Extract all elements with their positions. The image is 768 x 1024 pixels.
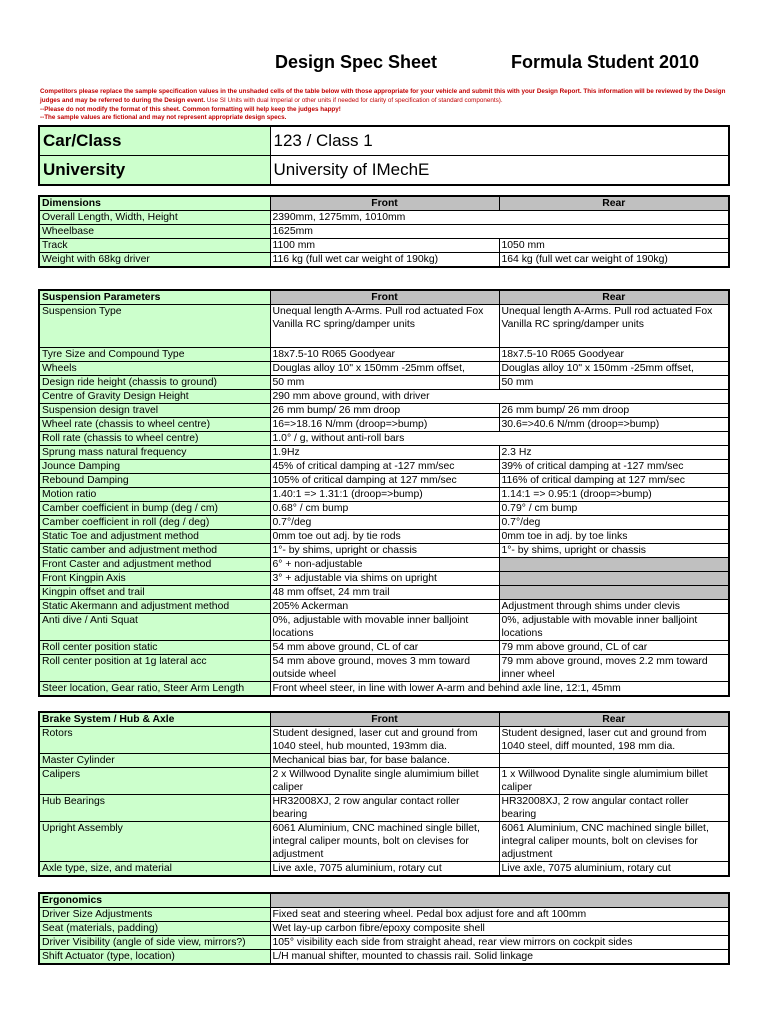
brakes-row-rear[interactable]: Student designed, laser cut and ground from 1040 steel, diff mounted, 198 mm dia.: [499, 727, 729, 754]
suspension-row: [39, 586, 729, 600]
suspension-row-rear[interactable]: 39% of critical damping at -127 mm/sec: [499, 460, 729, 474]
brakes-row: [39, 727, 729, 754]
notice-line-2: --Please do not modify the format of this sheet. Common formatting will help keep the judges happy!: [40, 106, 341, 113]
suspension-row: [39, 488, 729, 502]
brakes-row-front[interactable]: Live axle, 7075 aluminium, rotary cut: [270, 862, 499, 877]
suspension-row: [39, 558, 729, 572]
suspension-row-rear[interactable]: 1°- by shims, upright or chassis: [499, 544, 729, 558]
suspension-row-value[interactable]: 290 mm above ground, with driver: [270, 390, 729, 404]
suspension-row-rear[interactable]: 18x7.5-10 R065 Goodyear: [499, 348, 729, 362]
brakes-row-label: Upright Assembly: [39, 822, 270, 862]
suspension-row-label: Front Caster and adjustment method: [39, 558, 270, 572]
brakes-row: [39, 862, 729, 877]
dimensions-row-rear[interactable]: 164 kg (full wet car weight of 190kg): [499, 253, 729, 268]
brakes-row-rear[interactable]: Live axle, 7075 aluminium, rotary cut: [499, 862, 729, 877]
dimensions-table: [38, 195, 730, 268]
notice-line-1: Competitors please replace the sample specification values in the unshaded cells of the table below with those appropriate for your vehicle and submit this with your Design Report. This information will be reviewed by the Design judges and may be referred to during the Design event.: [40, 88, 726, 104]
brakes-row: [39, 768, 729, 795]
suspension-row-front[interactable]: 3° + adjustable via shims on upright: [270, 572, 499, 586]
suspension-row-label: Wheels: [39, 362, 270, 376]
suspension-row-front[interactable]: 0.7°/deg: [270, 516, 499, 530]
suspension-row-front[interactable]: 6° + non-adjustable: [270, 558, 499, 572]
suspension-row-label: Front Kingpin Axis: [39, 572, 270, 586]
suspension-row: [39, 376, 729, 390]
suspension-row-label: Centre of Gravity Design Height: [39, 390, 270, 404]
dimensions-row-front[interactable]: 116 kg (full wet car weight of 190kg): [270, 253, 499, 268]
suspension-row-front[interactable]: 205% Ackerman: [270, 600, 499, 614]
brakes-heading: Brake System / Hub & Axle: [39, 712, 270, 727]
university-value[interactable]: University of IMechE: [270, 156, 729, 186]
suspension-row-rear[interactable]: 1.14:1 => 0.95:1 (droop=>bump): [499, 488, 729, 502]
ergonomics-row-value[interactable]: 105° visibility each side from straight ahead, rear view mirrors on cockpit sides: [270, 936, 729, 950]
brakes-row-label: Master Cylinder: [39, 754, 270, 768]
brakes-row-front[interactable]: HR32008XJ, 2 row angular contact roller bearing: [270, 795, 499, 822]
suspension-rear-header: Rear: [499, 290, 729, 305]
notice-line-3: --The sample values are fictional and may not represent appropriate design specs.: [40, 114, 287, 121]
suspension-row: [39, 530, 729, 544]
suspension-row: [39, 655, 729, 682]
suspension-row-value[interactable]: 1.0° / g, without anti-roll bars: [270, 432, 729, 446]
dimensions-rear-header: Rear: [499, 196, 729, 211]
brakes-row-label: Axle type, size, and material: [39, 862, 270, 877]
suspension-row: [39, 600, 729, 614]
suspension-row: [39, 390, 729, 404]
suspension-row-label: Design ride height (chassis to ground): [39, 376, 270, 390]
dimensions-front-header: Front: [270, 196, 499, 211]
suspension-row-front[interactable]: 50 mm: [270, 376, 499, 390]
brakes-row: [39, 795, 729, 822]
brakes-row-front[interactable]: Mechanical bias bar, for base balance.: [270, 754, 499, 768]
suspension-row-front[interactable]: 105% of critical damping at 127 mm/sec: [270, 474, 499, 488]
suspension-row-front[interactable]: 18x7.5-10 R065 Goodyear: [270, 348, 499, 362]
suspension-row: [39, 544, 729, 558]
dimensions-row: [39, 239, 729, 253]
ergonomics-row-label: Shift Actuator (type, location): [39, 950, 270, 965]
notice-text: [40, 87, 730, 105]
ergonomics-heading: Ergonomics: [39, 893, 270, 908]
ergonomics-row-value[interactable]: Fixed seat and steering wheel. Pedal box adjust fore and aft 100mm: [270, 908, 729, 922]
suspension-row-front[interactable]: Douglas alloy 10" x 150mm -25mm offset,: [270, 362, 499, 376]
suspension-row-label: Camber coefficient in bump (deg / cm): [39, 502, 270, 516]
brakes-row: [39, 754, 729, 768]
suspension-row-front[interactable]: 1°- by shims, upright or chassis: [270, 544, 499, 558]
suspension-row-label: Suspension design travel: [39, 404, 270, 418]
suspension-row-label: Sprung mass natural frequency: [39, 446, 270, 460]
suspension-row-rear[interactable]: 2.3 Hz: [499, 446, 729, 460]
car-info-table: [38, 125, 730, 186]
brakes-row-rear[interactable]: 6061 Aluminium, CNC machined single billet, integral caliper mounts, bolt on clevises for adjustment: [499, 822, 729, 862]
dimensions-row: [39, 253, 729, 268]
dimensions-row: [39, 225, 729, 239]
ergonomics-header-fill: [270, 893, 729, 908]
suspension-row-rear: [499, 572, 729, 586]
suspension-row-front[interactable]: 0%, adjustable with movable inner balljoint locations: [270, 614, 499, 641]
suspension-row-front[interactable]: 0.68° / cm bump: [270, 502, 499, 516]
dimensions-row-label: Weight with 68kg driver: [39, 253, 270, 268]
suspension-heading: Suspension Parameters: [39, 290, 270, 305]
suspension-row: [39, 460, 729, 474]
event-title: Formula Student 2010: [511, 52, 700, 72]
brakes-row: [39, 822, 729, 862]
sheet-title: Design Spec Sheet: [275, 52, 438, 72]
brakes-row-rear[interactable]: HR32008XJ, 2 row angular contact roller bearing: [499, 795, 729, 822]
suspension-row-rear[interactable]: Douglas alloy 10" x 150mm -25mm offset,: [499, 362, 729, 376]
suspension-row-label: Roll center position at 1g lateral acc: [39, 655, 270, 682]
suspension-front-header: Front: [270, 290, 499, 305]
suspension-row: [39, 418, 729, 432]
car-class-label: Car/Class: [39, 126, 270, 156]
ergonomics-row-value[interactable]: L/H manual shifter, mounted to chassis rail. Solid linkage: [270, 950, 729, 965]
suspension-row-rear[interactable]: 79 mm above ground, moves 2.2 mm toward inner wheel: [499, 655, 729, 682]
suspension-row-front[interactable]: 54 mm above ground, moves 3 mm toward outside wheel: [270, 655, 499, 682]
suspension-row: [39, 404, 729, 418]
suspension-row-label: Kingpin offset and trail: [39, 586, 270, 600]
dimensions-row-label: Overall Length, Width, Height: [39, 211, 270, 225]
brakes-rear-header: Rear: [499, 712, 729, 727]
suspension-row-front[interactable]: Unequal length A-Arms. Pull rod actuated Fox Vanilla RC spring/damper units: [270, 305, 499, 348]
brakes-row-label: Calipers: [39, 768, 270, 795]
suspension-row: [39, 502, 729, 516]
suspension-row-rear[interactable]: 0mm toe in adj. by toe links: [499, 530, 729, 544]
dimensions-row-value[interactable]: 2390mm, 1275mm, 1010mm: [270, 211, 729, 225]
notice-line-1b: Use SI Units with dual Imperial or other units if needed for clarity of specification of standard components).: [206, 97, 503, 104]
suspension-row: [39, 305, 729, 348]
brakes-row-label: Hub Bearings: [39, 795, 270, 822]
suspension-row-label: Roll rate (chassis to wheel centre): [39, 432, 270, 446]
suspension-row: [39, 516, 729, 530]
suspension-row-rear[interactable]: 116% of critical damping at 127 mm/sec: [499, 474, 729, 488]
brakes-row-front[interactable]: Student designed, laser cut and ground from 1040 steel, hub mounted, 193mm dia.: [270, 727, 499, 754]
suspension-row-front[interactable]: 45% of critical damping at -127 mm/sec: [270, 460, 499, 474]
suspension-table: [38, 289, 730, 697]
suspension-row: [39, 446, 729, 460]
suspension-row-label: Steer location, Gear ratio, Steer Arm Length: [39, 682, 270, 697]
suspension-row-front[interactable]: 0mm toe out adj. by tie rods: [270, 530, 499, 544]
dimensions-row-label: Wheelbase: [39, 225, 270, 239]
suspension-row: [39, 362, 729, 376]
suspension-row-front[interactable]: 1.9Hz: [270, 446, 499, 460]
dimensions-heading: Dimensions: [39, 196, 270, 211]
suspension-row-rear[interactable]: 50 mm: [499, 376, 729, 390]
suspension-row: [39, 614, 729, 641]
suspension-row: [39, 572, 729, 586]
suspension-row-label: Roll center position static: [39, 641, 270, 655]
suspension-row-label: Static Toe and adjustment method: [39, 530, 270, 544]
dimensions-row-value[interactable]: 1625mm: [270, 225, 729, 239]
suspension-row-label: Camber coefficient in roll (deg / deg): [39, 516, 270, 530]
suspension-row-front[interactable]: 26 mm bump/ 26 mm droop: [270, 404, 499, 418]
suspension-row-label: Jounce Damping: [39, 460, 270, 474]
suspension-row-front[interactable]: 54 mm above ground, CL of car: [270, 641, 499, 655]
suspension-row: [39, 348, 729, 362]
suspension-row-label: Rebound Damping: [39, 474, 270, 488]
suspension-row-rear[interactable]: 30.6=>40.6 N/mm (droop=>bump): [499, 418, 729, 432]
suspension-row: [39, 641, 729, 655]
suspension-row-front[interactable]: 48 mm offset, 24 mm trail: [270, 586, 499, 600]
dimensions-row-front[interactable]: 1100 mm: [270, 239, 499, 253]
ergonomics-row-label: Driver Size Adjustments: [39, 908, 270, 922]
suspension-row-front[interactable]: 1.40:1 => 1.31:1 (droop=>bump): [270, 488, 499, 502]
suspension-row-rear[interactable]: Unequal length A-Arms. Pull rod actuated Fox Vanilla RC spring/damper units: [499, 305, 729, 348]
dimensions-row-rear[interactable]: 1050 mm: [499, 239, 729, 253]
suspension-row-label: Suspension Type: [39, 305, 270, 348]
ergonomics-row-value[interactable]: Wet lay-up carbon fibre/epoxy composite shell: [270, 922, 729, 936]
suspension-row: [39, 474, 729, 488]
suspension-row-rear[interactable]: 79 mm above ground, CL of car: [499, 641, 729, 655]
suspension-row-rear[interactable]: 0.79° / cm bump: [499, 502, 729, 516]
ergonomics-row: [39, 908, 729, 922]
suspension-row-rear[interactable]: 0.7°/deg: [499, 516, 729, 530]
ergonomics-row: [39, 950, 729, 965]
suspension-row-label: Static camber and adjustment method: [39, 544, 270, 558]
brakes-row-front[interactable]: 2 x Willwood Dynalite single alumimium billet caliper: [270, 768, 499, 795]
suspension-row: [39, 682, 729, 697]
brakes-front-header: Front: [270, 712, 499, 727]
ergonomics-table: [38, 892, 730, 965]
brakes-row-rear[interactable]: 1 x Willwood Dynalite single alumimium billet caliper: [499, 768, 729, 795]
suspension-row-label: Tyre Size and Compound Type: [39, 348, 270, 362]
suspension-row-label: Wheel rate (chassis to wheel centre): [39, 418, 270, 432]
brakes-row-front[interactable]: 6061 Aluminium, CNC machined single billet, integral caliper mounts, bolt on clevises for adjustment: [270, 822, 499, 862]
dimensions-row-label: Track: [39, 239, 270, 253]
suspension-row-rear[interactable]: 26 mm bump/ 26 mm droop: [499, 404, 729, 418]
ergonomics-row-label: Driver Visibility (angle of side view, mirrors?): [39, 936, 270, 950]
university-label: University: [39, 156, 270, 186]
brakes-row-label: Rotors: [39, 727, 270, 754]
suspension-row-label: Anti dive / Anti Squat: [39, 614, 270, 641]
suspension-row-rear[interactable]: Adjustment through shims under clevis: [499, 600, 729, 614]
car-class-value[interactable]: 123 / Class 1: [270, 126, 729, 156]
brakes-row-rear[interactable]: [499, 754, 729, 768]
ergonomics-row: [39, 922, 729, 936]
suspension-row-value[interactable]: Front wheel steer, in line with lower A-arm and behind axle line, 12:1, 45mm: [270, 682, 729, 697]
suspension-row-rear[interactable]: 0%, adjustable with movable inner balljoint locations: [499, 614, 729, 641]
ergonomics-row-label: Seat (materials, padding): [39, 922, 270, 936]
suspension-row-rear: [499, 586, 729, 600]
suspension-row-label: Static Akermann and adjustment method: [39, 600, 270, 614]
suspension-row-rear: [499, 558, 729, 572]
suspension-row: [39, 432, 729, 446]
ergonomics-row: [39, 936, 729, 950]
suspension-row-front[interactable]: 16=>18.16 N/mm (droop=>bump): [270, 418, 499, 432]
dimensions-row: [39, 211, 729, 225]
brakes-table: [38, 711, 730, 877]
suspension-row-label: Motion ratio: [39, 488, 270, 502]
